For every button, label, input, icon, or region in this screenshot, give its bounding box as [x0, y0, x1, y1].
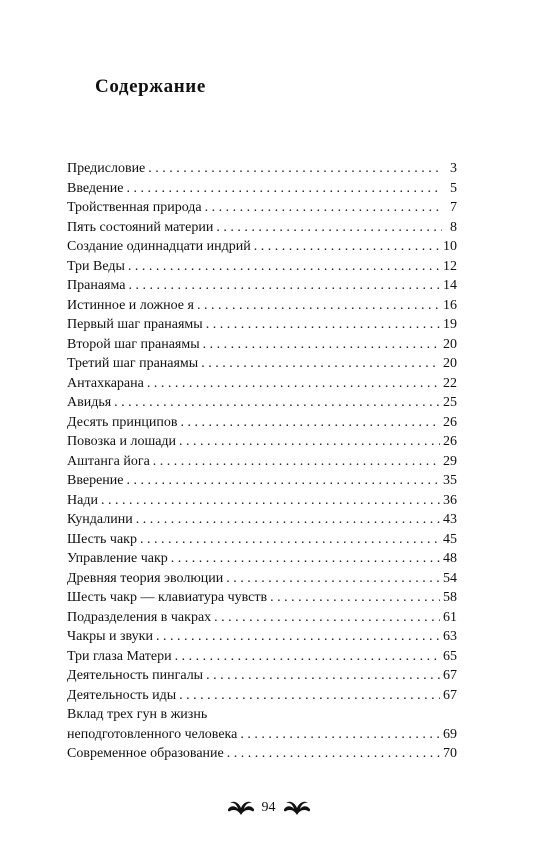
toc-page: 14: [443, 278, 457, 293]
page-title: Содержание: [95, 76, 206, 97]
toc-leader: [101, 491, 440, 511]
toc-leader: [206, 666, 440, 686]
toc-entry: [67, 159, 457, 179]
toc-leader: [126, 179, 442, 199]
toc-leader: [136, 510, 440, 530]
toc-page: 45: [443, 531, 457, 547]
toc-leader: [214, 608, 440, 628]
toc-page: 25: [443, 395, 457, 410]
toc-page: 22: [443, 375, 457, 391]
toc-title: Аштанга йога: [67, 453, 150, 469]
toc-entry: [67, 237, 457, 257]
toc-title: Три глаза Матери: [67, 648, 172, 664]
toc-page: 19: [443, 317, 457, 332]
toc-page: 16: [443, 297, 457, 313]
toc-title-line2: неподготовленного человека: [67, 726, 238, 742]
toc-title: Чакры и звуки: [67, 629, 153, 644]
toc-leader: [216, 218, 442, 238]
toc-leader: [197, 296, 440, 316]
toc-title: Истинное и ложное я: [67, 297, 194, 313]
toc-leader: [153, 452, 440, 472]
toc-entry: [67, 686, 457, 706]
toc-leader: [205, 198, 442, 218]
toc-leader: [147, 374, 440, 394]
toc-leader: [179, 686, 440, 706]
toc-title: Современное образование: [67, 746, 224, 761]
page-number: 94: [261, 800, 276, 815]
toc-title: Второй шаг пранаямы: [67, 336, 200, 352]
toc-page: 3: [450, 161, 457, 176]
toc-title: Шесть чакр: [67, 531, 137, 547]
toc-leader: [240, 725, 440, 745]
toc-entry: [67, 452, 457, 472]
toc-leader: [128, 257, 440, 277]
toc-entry: [67, 666, 457, 686]
toc-entry: [67, 608, 457, 628]
toc-page: 43: [443, 512, 457, 527]
toc-title-line1: Вклад трех гун в жизнь: [67, 707, 208, 722]
toc-leader: [206, 315, 440, 335]
toc-leader: [254, 237, 440, 257]
toc-entry: [67, 530, 457, 550]
toc-leader: [270, 588, 440, 608]
toc-page: 10: [443, 239, 457, 254]
toc-entry: [67, 471, 457, 491]
toc-leader: [156, 627, 440, 647]
toc-title: Третий шаг пранаямы: [67, 356, 199, 371]
toc-page: 35: [443, 473, 457, 488]
toc-entry: [67, 647, 457, 667]
toc-entry: [67, 354, 457, 374]
toc-page: 20: [443, 356, 457, 371]
toc-page: 29: [443, 453, 457, 469]
toc-leader: [201, 354, 440, 374]
toc-page: 58: [443, 590, 457, 605]
toc-title: Управление чакр: [67, 551, 168, 566]
toc-leader: [203, 335, 440, 355]
toc-page: 67: [443, 687, 457, 703]
toc-title: Шесть чакр — клавиатура чувств: [67, 590, 268, 605]
toc-leader: [114, 393, 440, 413]
right-ornament-icon: [282, 800, 312, 816]
toc-leader: [127, 471, 441, 491]
toc-entry: [67, 179, 457, 199]
toc-title: Нади: [67, 492, 98, 508]
toc-title: Введение: [67, 180, 124, 196]
toc-title: Древняя теория эволюции: [67, 570, 224, 586]
toc-leader: [181, 413, 440, 433]
toc-title: Первый шаг пранаямы: [67, 317, 203, 332]
toc-page: 67: [443, 668, 457, 683]
toc-entry-multiline: [67, 705, 457, 744]
toc-entry: [67, 569, 457, 589]
toc-entry: [67, 335, 457, 355]
toc-page: 63: [443, 629, 457, 644]
page-footer: [0, 800, 537, 816]
toc-leader: [148, 159, 442, 179]
toc-leader: [171, 549, 440, 569]
table-of-contents: [67, 159, 457, 764]
toc-entry: [67, 413, 457, 433]
toc-entry: [67, 627, 457, 647]
toc-page: 26: [443, 434, 457, 449]
left-ornament-icon: [226, 800, 256, 816]
toc-entry: [67, 393, 457, 413]
toc-title: Пранаяма: [67, 278, 126, 293]
toc-title: Три Веды: [67, 258, 125, 274]
toc-leader: [227, 744, 440, 764]
toc-entry: [67, 549, 457, 569]
toc-page: 7: [450, 200, 457, 215]
toc-title: Вверение: [67, 473, 124, 488]
toc-title: Десять принципов: [67, 414, 178, 430]
toc-title: Антахкарана: [67, 375, 144, 391]
toc-entry: [67, 432, 457, 452]
toc-entry: [67, 588, 457, 608]
toc-title: Тройственная природа: [67, 200, 202, 215]
toc-title: Подразделения в чакрах: [67, 609, 212, 625]
toc-leader: [226, 569, 440, 589]
toc-leader: [128, 276, 440, 296]
toc-page: 61: [443, 609, 457, 625]
toc-leader: [140, 530, 440, 550]
toc-entry: [67, 510, 457, 530]
toc-title: Кундалини: [67, 512, 133, 527]
toc-page: 48: [443, 551, 457, 566]
toc-title: Пять состояний материи: [67, 219, 214, 235]
toc-title: Повозка и лошади: [67, 434, 177, 449]
toc-page: 5: [450, 180, 457, 196]
toc-title-line2-row: [67, 725, 457, 745]
toc-title: Создание одиннадцати индрий: [67, 239, 251, 254]
toc-entry: [67, 218, 457, 238]
toc-page: 26: [443, 414, 457, 430]
toc-entry: [67, 744, 457, 764]
toc-entry: [67, 198, 457, 218]
toc-page: 36: [443, 492, 457, 508]
toc-leader: [179, 432, 440, 452]
toc-title: Деятельность пингалы: [67, 668, 204, 683]
toc-title: Предисловие: [67, 161, 146, 176]
toc-entry: [67, 296, 457, 316]
toc-entry: [67, 315, 457, 335]
toc-page: 20: [443, 336, 457, 352]
toc-title: Авидья: [67, 395, 112, 410]
toc-page: 54: [443, 570, 457, 586]
toc-entry: [67, 276, 457, 296]
toc-entry: [67, 374, 457, 394]
toc-title: Деятельность иды: [67, 687, 177, 703]
toc-entry: [67, 257, 457, 277]
toc-page: 12: [443, 258, 457, 274]
toc-page: 65: [443, 648, 457, 664]
toc-page: 8: [450, 219, 457, 235]
toc-leader: [175, 647, 440, 667]
toc-page: 69: [443, 726, 457, 742]
toc-page: 70: [443, 746, 457, 761]
toc-entry: [67, 491, 457, 511]
